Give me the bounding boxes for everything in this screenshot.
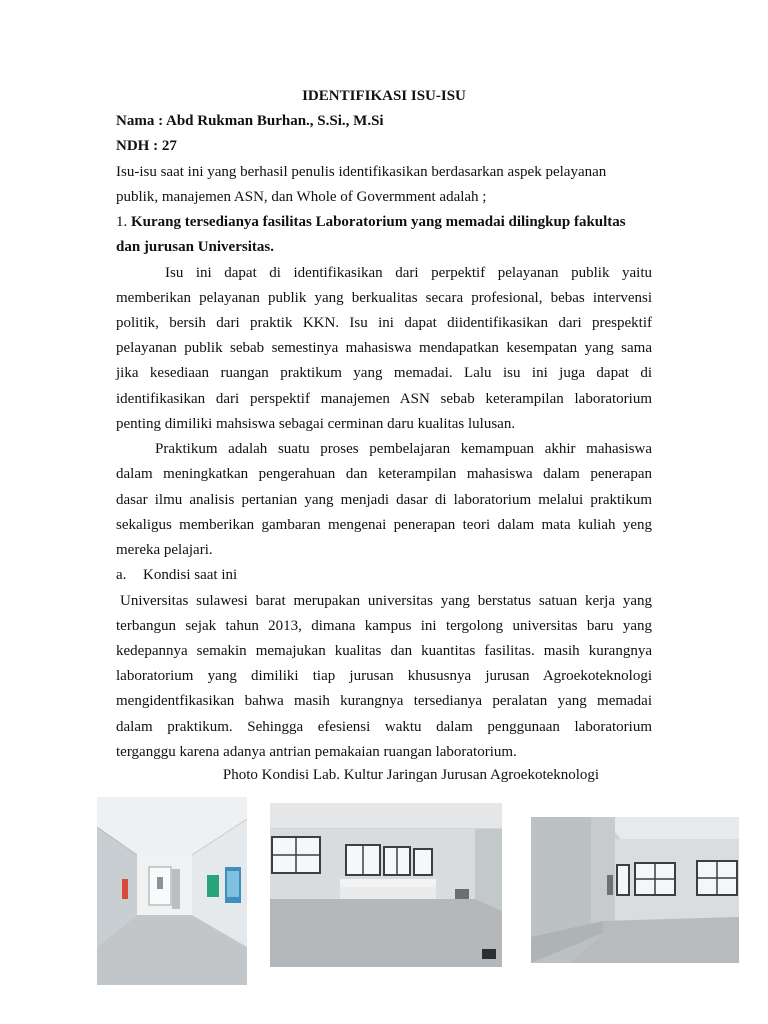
paragraph-line: politik, bersih dari praktik KKN. Isu ini dapat diidentifikasikan dari prespektif [116,315,652,331]
lab-corner-photo [531,817,739,963]
issue-title: Kurang tersedianya fasilitas Laboratorium yang memadai dilingkup fakultas [131,214,626,230]
paragraph-line: jika kesediaan ruangan praktikum yang memadai. Lalu isu ini juga dapat di [116,365,652,381]
issue-title: dan jurusan Universitas. [116,239,274,255]
paragraph-line: mereka pelajari. [116,542,213,558]
paragraph-line: terganggu karena adanya antrian pemakaian ruangan laboratorium. [116,744,517,760]
section-heading [116,565,652,585]
section-marker: a. [116,567,127,583]
ndh-number: NDH : 27 [116,138,177,154]
paragraph-line: pelayanan publik sebab semestinya mahasiswa mendapatkan kesempatan yang sama [116,340,652,356]
paragraph-line: terbangun sejak tahun 2013, dimana kampus ini tergolong universitas baru yang [116,618,652,634]
paragraph-line: sekaligus memberikan gambaran mengenai penerapan teori dalam mata kuliah yeng [116,517,652,533]
corridor-photo [97,797,247,985]
paragraph-line: dasar ilmu analisis pertanian yang menjadi dasar di laboratorium melalui praktikum [116,492,652,508]
issue-heading [116,212,652,232]
paragraph-line: mengidentfikasikan bahwa masih kurangnya tersedianya peralatan yang memadai [116,693,652,709]
paragraph-line: identifikasikan dari perspektif manajemen ASN sebab keterampilan laboratorium [116,391,652,407]
document-title: IDENTIFIKASI ISU-ISU [302,88,466,104]
paragraph-line: Isu ini dapat di identifikasikan dari perpektif pelayanan publik yaitu [165,265,652,281]
paragraph-line: dalam praktikum. Sehingga efesiensi waktu dalam penggunaan laboratorium [116,719,652,735]
paragraph-line: Universitas sulawesi barat merupakan universitas yang berstatus satuan kerja yang [120,593,652,609]
paragraph-line: laboratorium yang dimiliki tiap jurusan khususnya jurusan Agroekoteknologi [116,668,652,684]
section-title: Kondisi saat ini [143,567,238,583]
paragraph-line: penting dimiliki mahsiswa sebagai cerminan daru kualitas lulusan. [116,416,516,432]
intro-line: publik, manajemen ASN, dan Whole of Govermment adalah ; [116,189,487,205]
issue-number: 1. [116,214,128,230]
paragraph-line: dalam meningkatkan pengerahuan dan keterampilan mahasiswa dalam penerapan [116,466,652,482]
author-name: Nama : Abd Rukman Burhan., S.Si., M.Si [116,113,384,129]
paragraph-line: kedepannya semakin memajukan kualitas dan kuantitas fasilitas. masih kurangnya [116,643,652,659]
intro-line: Isu-isu saat ini yang berhasil penulis identifikasikan berdasarkan aspek pelayanan [116,164,607,180]
paragraph-line: memberikan pelayanan publik yang berkualitas secara profesional, bebas intervensi [116,290,652,306]
photo-caption: Photo Kondisi Lab. Kultur Jaringan Jurusan Agroekoteknologi [222,767,600,783]
lab-room-photo [270,803,502,967]
paragraph-line: Praktikum adalah suatu proses pembelajaran kemampuan akhir mahasiswa [155,441,652,457]
